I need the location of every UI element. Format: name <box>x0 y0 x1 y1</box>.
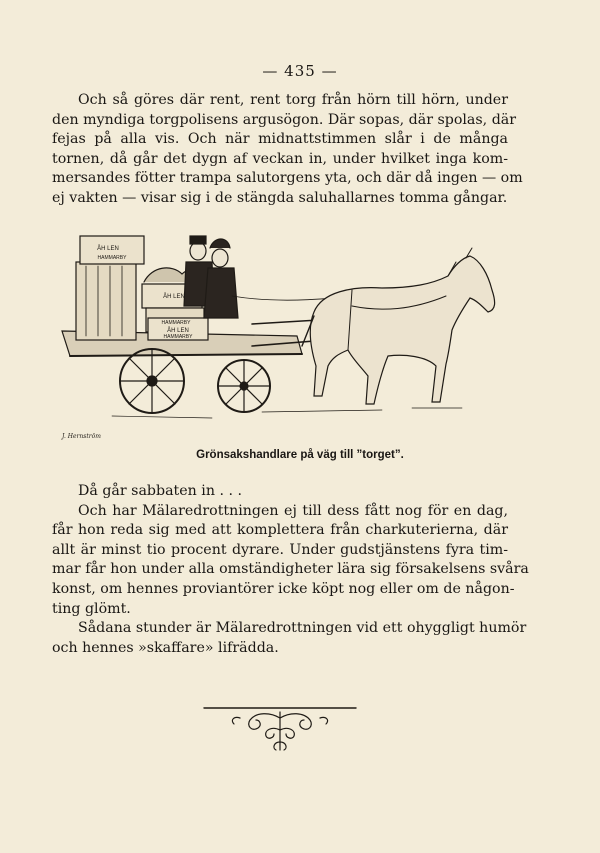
paragraph-2 <box>52 482 529 658</box>
text-line: och hennes »skaffare» lifrädda. <box>52 639 279 656</box>
text-line: Då går sabbaten in . . . <box>78 483 243 499</box>
text-line: tornen, då går det dygn af veckan in, under hvilket inga kom- <box>52 150 508 167</box>
text-line: ej vakten — visar sig i de stängda saluhallarnes tomma gångar. <box>52 189 508 206</box>
crate-label: HAMMARBY <box>97 255 127 261</box>
crate-label: ÅH LEN <box>163 294 185 300</box>
text-line: Sådana stunder är Mälaredrottningen vid ett ohyggligt humör <box>78 620 527 637</box>
page-number: — 435 — <box>262 62 338 80</box>
text-line: mersandes fötter trampa salutorgens yta, och där då ingen — om <box>52 170 523 187</box>
crate-label: ÅH LEN <box>167 328 189 334</box>
text-line: ting glömt. <box>52 600 131 617</box>
text-line: konst, om hennes proviantörer icke köpt nog eller om de någon- <box>52 580 515 597</box>
figure-caption: Grönsakshandlare på väg till ”torget”. <box>196 449 404 461</box>
text-line: mar får hon under alla omständigheter lära sig försakelsens svåra <box>52 561 529 578</box>
text-line: får hon reda sig med att komplettera från charkuterierna, där <box>52 522 508 539</box>
rear-wheel <box>120 349 184 413</box>
text-line: fejas på alla vis. Och när midnattstimmen slår i de många <box>52 131 508 148</box>
decorative-ornament-icon <box>200 698 360 758</box>
horse <box>310 256 494 404</box>
text-line: den myndiga torgpolisens argusögon. Där sopas, där spolas, där <box>52 111 517 128</box>
artist-signature: J. Hernström <box>62 433 101 440</box>
crate-label: ÅH LEN <box>97 246 119 252</box>
driver-man <box>190 242 206 260</box>
text-line: allt är minst tio procent dyrare. Under gudstjänstens fyra tim- <box>52 541 508 558</box>
crate <box>76 262 136 340</box>
paragraph-1 <box>52 91 523 209</box>
driver-woman <box>212 249 228 267</box>
text-line: Och har Mälaredrottningen ej till dess fått nog för en dag, <box>78 502 508 519</box>
text-line: Och så göres där rent, rent torg från hörn till hörn, under <box>78 92 508 108</box>
horse-cart-illustration <box>52 226 508 446</box>
crate-label: HAMMARBY <box>163 334 193 340</box>
crate-label: HAMMARBY <box>161 320 191 326</box>
front-wheel <box>218 360 270 412</box>
